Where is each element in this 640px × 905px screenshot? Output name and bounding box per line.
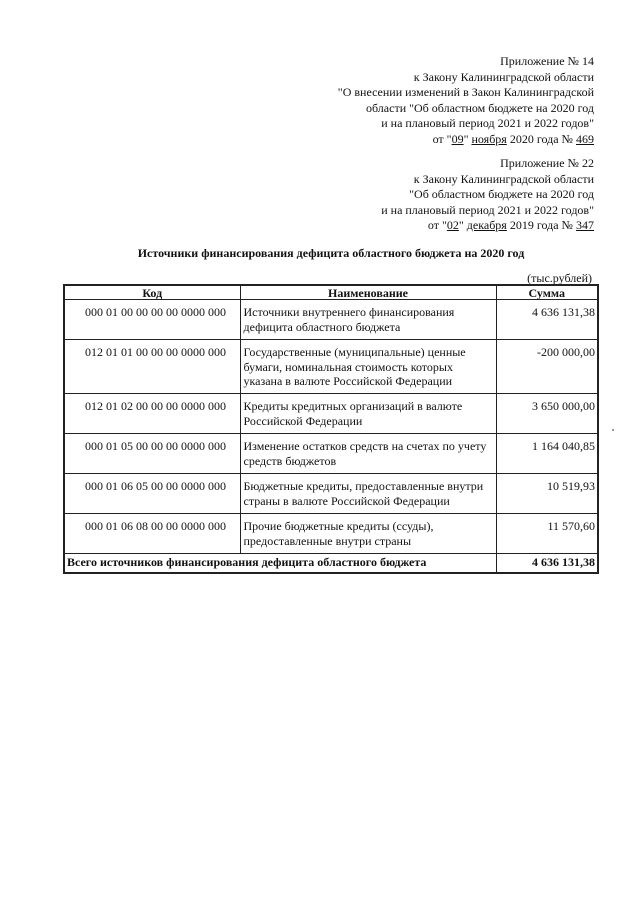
appendix-22-date [381, 218, 594, 234]
table-row [64, 300, 598, 340]
document-title: Источники финансирования дефицита областного бюджета на 2020 год [137, 246, 525, 260]
row-sum: 3 650 000,00 [496, 394, 598, 434]
appendix-14-law-name-3: и на плановый период 2021 и 2022 годов" [381, 116, 594, 130]
appendix-22-title: Приложение № 22 [500, 156, 594, 170]
column-header-sum: Сумма [496, 285, 598, 300]
appendix-22-law-line: к Закону Калининградской области [413, 171, 594, 186]
financing-sources-table [63, 284, 599, 574]
table-row [64, 474, 598, 514]
table-row [64, 434, 598, 474]
row-code: 012 01 01 00 00 00 0000 000 [64, 340, 240, 394]
date-month: ноября [471, 131, 507, 146]
appendix-22-header [381, 156, 594, 234]
column-header-name: Наименование [240, 285, 496, 300]
date-prefix: от " [432, 131, 452, 146]
row-code: 000 01 06 08 00 00 0000 000 [64, 514, 240, 554]
row-sum: 10 519,93 [496, 474, 598, 514]
units-label: (тыс.рублей) [527, 271, 592, 285]
date-quote: " [463, 131, 472, 146]
row-sum: 4 636 131,38 [496, 300, 598, 340]
row-code: 000 01 05 00 00 00 0000 000 [64, 434, 240, 474]
appendix-22-law-name-1: "Об областном бюджете на 2020 год [409, 187, 594, 201]
date-year: 2020 года № [506, 131, 576, 146]
row-name: Прочие бюджетные кредиты (ссуды), предоставленные внутри страны [240, 514, 496, 554]
appendix-14-header [338, 54, 594, 147]
appendix-22-law-name-2: и на плановый период 2021 и 2022 годов" [381, 202, 594, 217]
table-row [64, 340, 598, 394]
appendix-14-law-name-2: области "Об областном бюджете на 2020 год [366, 100, 594, 115]
appendix-14-title: Приложение № 14 [500, 54, 594, 68]
scan-speck [612, 429, 614, 431]
appendix-14-law-name-1: "О внесении изменений в Закон Калининградской [337, 85, 594, 99]
column-header-code: Код [64, 285, 240, 300]
row-name: Кредиты кредитных организаций в валюте Российской Федерации [240, 394, 496, 434]
table-header-row [64, 285, 598, 300]
date-year: 2019 года № [506, 218, 576, 232]
table-row [64, 394, 598, 434]
row-code: 012 01 02 00 00 00 0000 000 [64, 394, 240, 434]
total-sum: 4 636 131,38 [496, 554, 598, 573]
date-day: 09 [451, 131, 464, 146]
table-total-row [64, 554, 598, 573]
row-name: Бюджетные кредиты, предоставленные внутри страны в валюте Российской Федерации [240, 474, 496, 514]
table-row [64, 514, 598, 554]
date-day: 02 [446, 218, 459, 232]
row-code: 000 01 06 05 00 00 0000 000 [64, 474, 240, 514]
appendix-14-date [338, 132, 594, 148]
date-quote: " [458, 218, 467, 232]
row-name: Источники внутреннего финансирования дефицита областного бюджета [240, 300, 496, 340]
law-number: 469 [576, 131, 594, 146]
date-month: декабря [466, 218, 507, 232]
row-sum: 11 570,60 [496, 514, 598, 554]
total-label: Всего источников финансирования дефицита областного бюджета [64, 554, 496, 573]
row-sum: 1 164 040,85 [496, 434, 598, 474]
appendix-14-law-line: к Закону Калининградской области [413, 69, 594, 84]
row-code: 000 01 00 00 00 00 0000 000 [64, 300, 240, 340]
row-sum: -200 000,00 [496, 340, 598, 394]
row-name: Государственные (муниципальные) ценные бумаги, номинальная стоимость которых указана в валюте Российской Федерации [240, 340, 496, 394]
law-number: 347 [576, 218, 594, 232]
date-prefix: от " [427, 218, 447, 232]
row-name: Изменение остатков средств на счетах по учету средств бюджетов [240, 434, 496, 474]
